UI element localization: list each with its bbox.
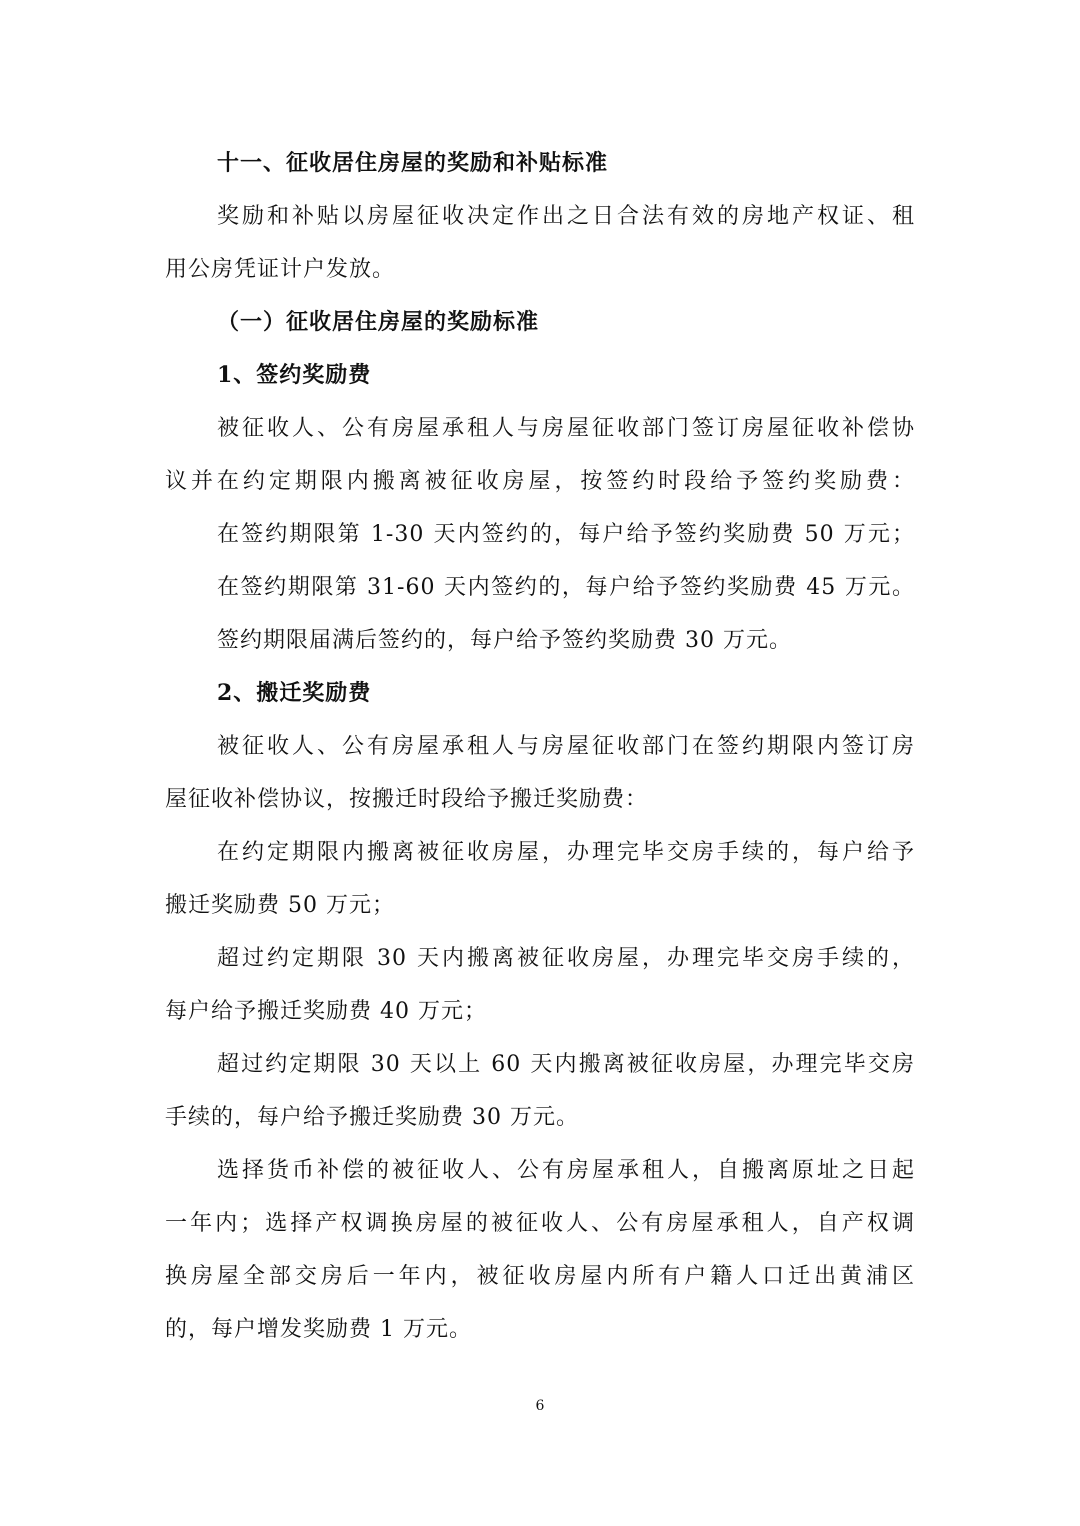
bonus-paragraph-line: 的，每户增发奖励费 1 万元。	[165, 1317, 472, 1342]
item2-paragraph-line: 被征收人、公有房屋承租人与房屋征收部门在签约期限内签订房	[217, 734, 915, 759]
item1-paragraph-line: 议并在约定期限内搬离被征收房屋，按签约时段给予签约奖励费：	[165, 469, 915, 494]
item2-rule-line: 超过约定期限 30 天以上 60 天内搬离被征收房屋，办理完毕交房	[217, 1052, 915, 1077]
item2-rule-line: 超过约定期限 30 天内搬离被征收房屋，办理完毕交房手续的，	[217, 946, 915, 971]
document-body	[165, 137, 915, 1356]
item2-rule-line: 在约定期限内搬离被征收房屋，办理完毕交房手续的，每户给予	[217, 840, 915, 865]
subsection-title: （一）征收居住房屋的奖励标准	[217, 309, 540, 335]
bonus-paragraph-line: 换房屋全部交房后一年内，被征收房屋内所有户籍人口迁出黄浦区	[165, 1264, 915, 1289]
item1-title: 1、签约奖励费	[217, 362, 372, 388]
item2-rule-line: 手续的，每户给予搬迁奖励费 30 万元。	[165, 1105, 579, 1130]
intro-line: 用公房凭证计户发放。	[165, 257, 396, 282]
item1-paragraph-line: 被征收人、公有房屋承租人与房屋征收部门签订房屋征收补偿协	[217, 416, 915, 441]
item2-rule-line: 搬迁奖励费 50 万元；	[165, 893, 395, 918]
item1-rule: 在签约期限第 1-30 天内签约的，每户给予签约奖励费 50 万元；	[217, 522, 915, 547]
item1-rule: 在签约期限第 31-60 天内签约的，每户给予签约奖励费 45 万元。	[217, 575, 915, 600]
bonus-paragraph-line: 一年内；选择产权调换房屋的被征收人、公有房屋承租人，自产权调	[165, 1211, 915, 1236]
section-title: 十一、征收居住房屋的奖励和补贴标准	[217, 150, 609, 176]
page-number: 6	[535, 1398, 545, 1414]
item2-paragraph-line: 屋征收补偿协议，按搬迁时段给予搬迁奖励费：	[165, 787, 649, 812]
item1-rule: 签约期限届满后签约的，每户给予签约奖励费 30 万元。	[217, 628, 792, 653]
item2-title: 2、搬迁奖励费	[217, 680, 372, 706]
intro-line: 奖励和补贴以房屋征收决定作出之日合法有效的房地产权证、租	[217, 204, 915, 229]
bonus-paragraph-line: 选择货币补偿的被征收人、公有房屋承租人，自搬离原址之日起	[217, 1158, 915, 1183]
item2-rule-line: 每户给予搬迁奖励费 40 万元；	[165, 999, 487, 1024]
